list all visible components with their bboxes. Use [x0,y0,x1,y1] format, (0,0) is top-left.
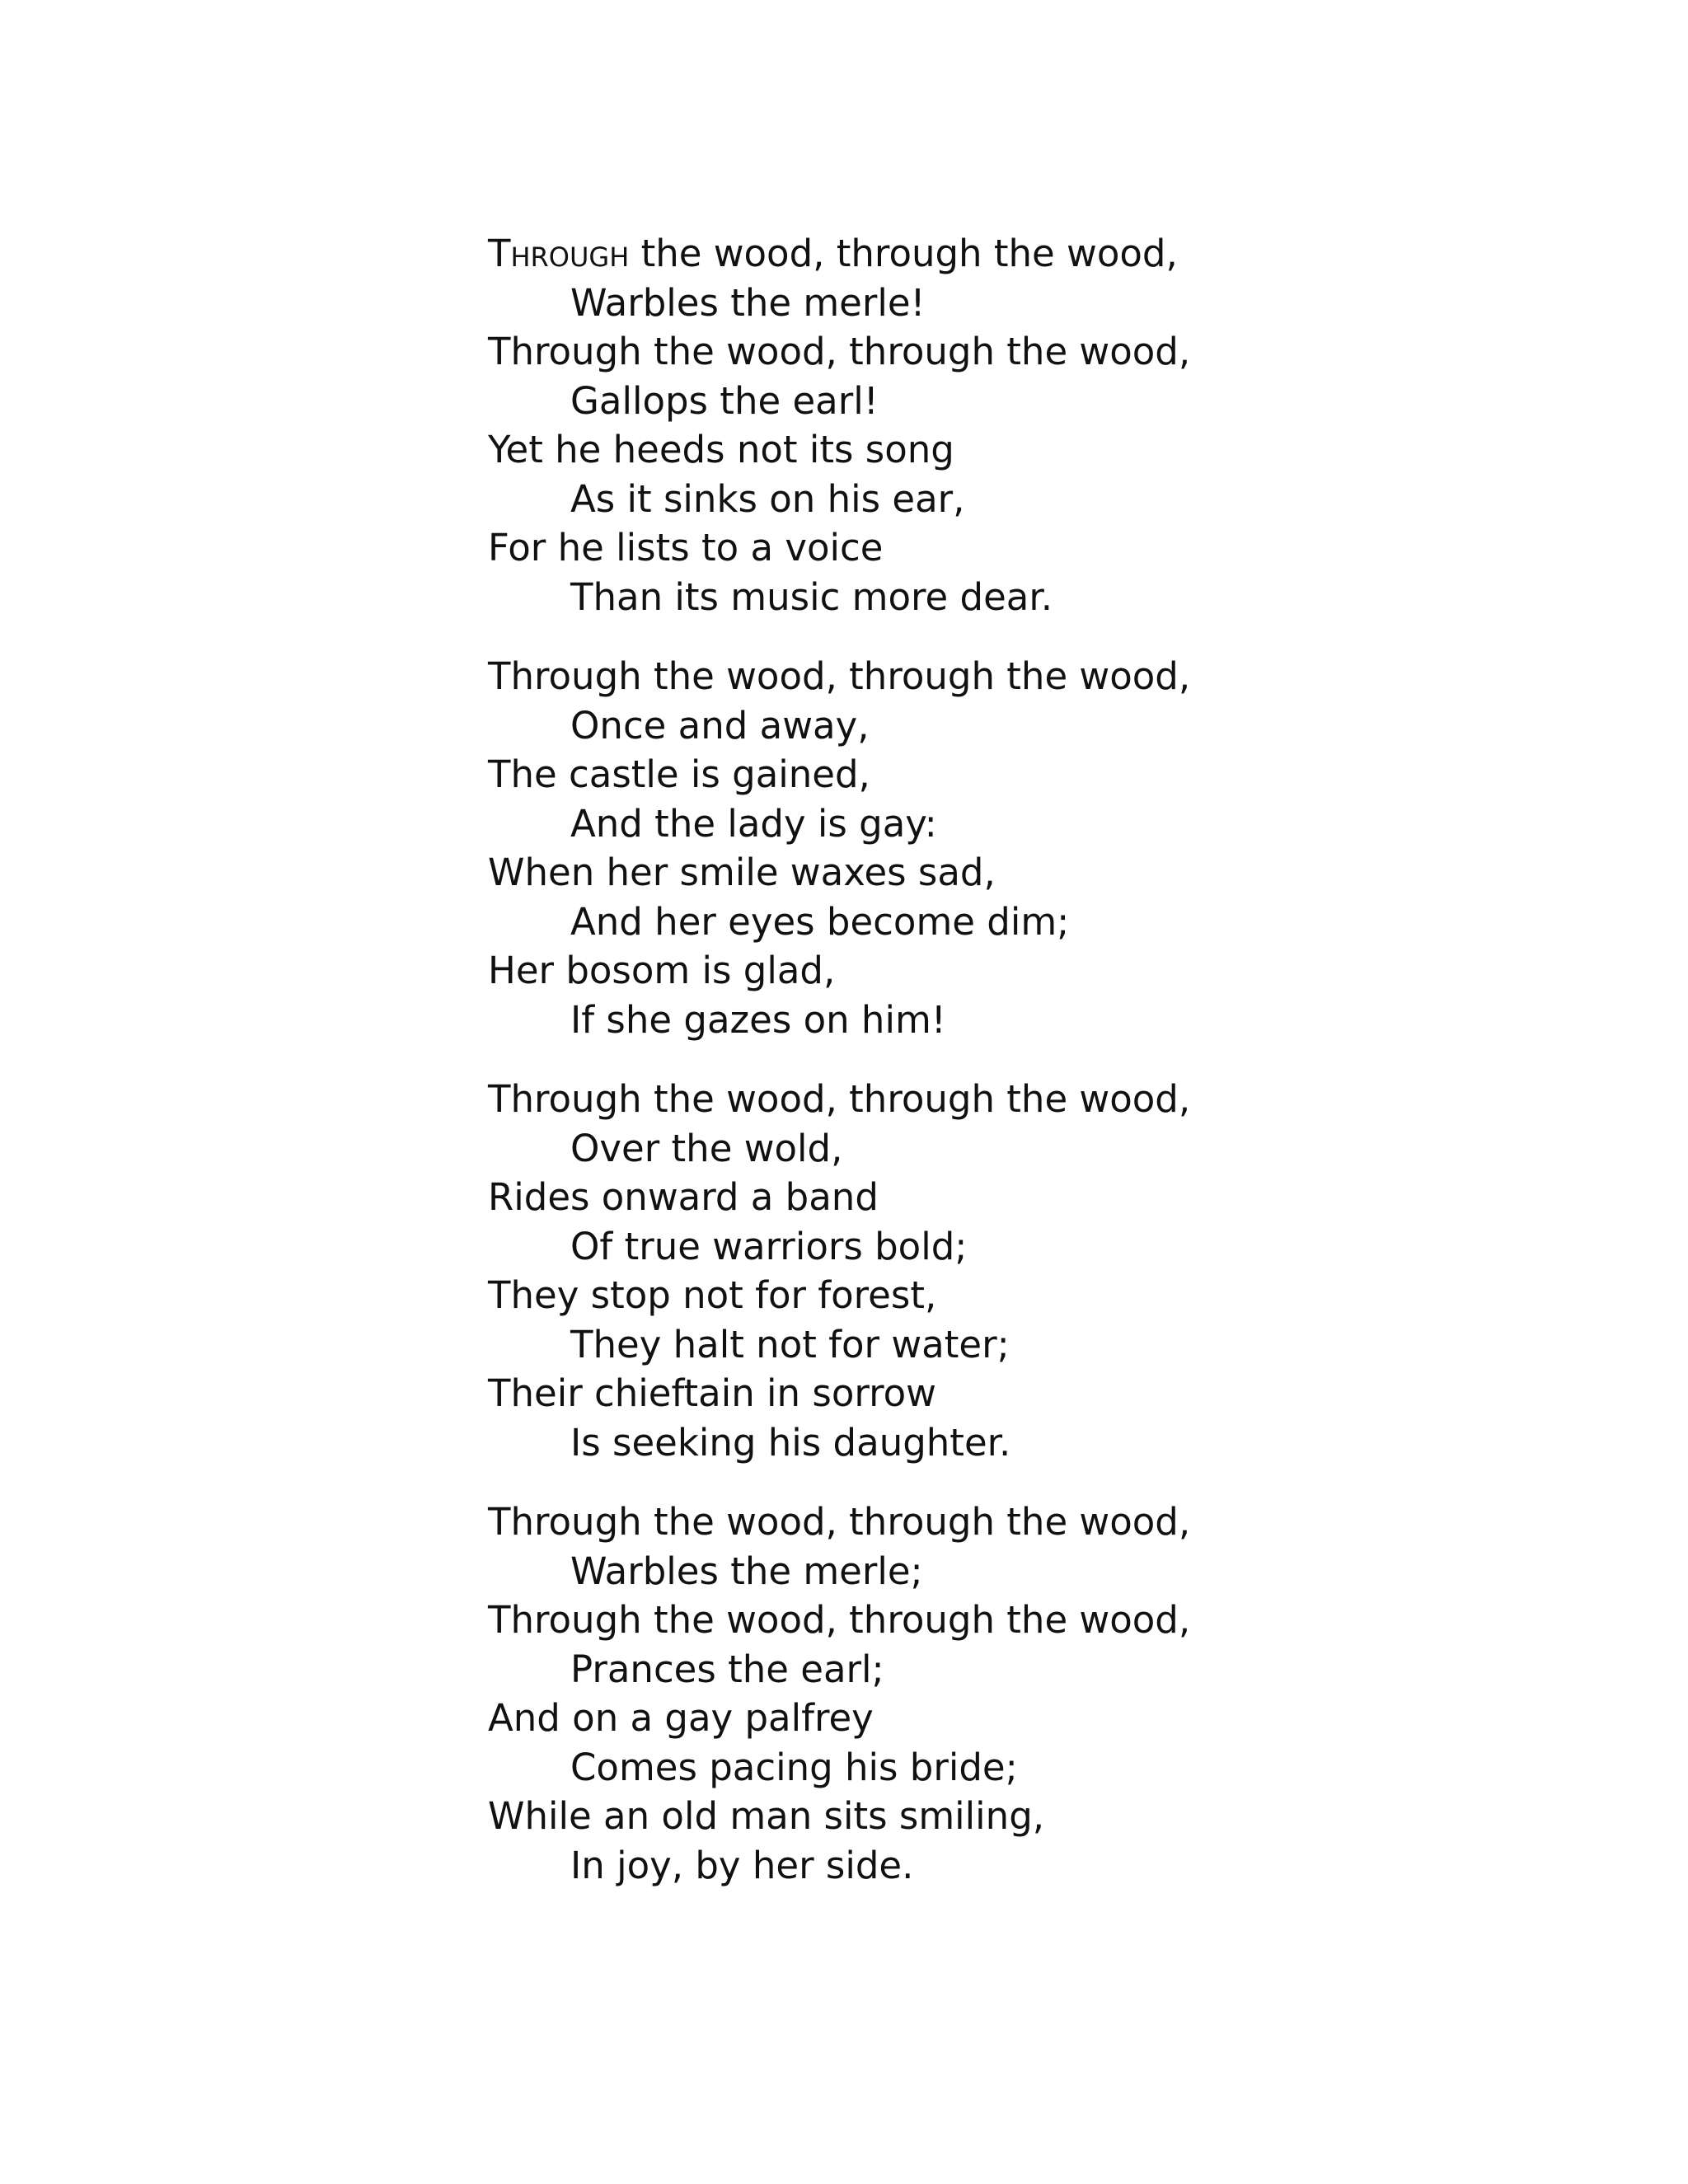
poem-line: Of true warriors bold; [570,1224,968,1268]
poem-line: Her bosom is glad, [488,949,836,992]
poem [488,229,1395,1920]
poem-line: Gallops the earl! [570,378,879,423]
poem-line: Warbles the merle; [570,1549,923,1593]
poem-line: Rides onward a band [488,1175,879,1219]
poem-line: They stop not for forest, [488,1273,937,1317]
poem-line: And the lady is gay: [570,801,937,846]
poem-line: Their chieftain in sorrow [488,1371,936,1415]
poem-line: For he lists to a voice [488,526,884,569]
poem-line: As it sinks on his ear, [570,476,965,521]
poem-line: Through the wood, through the wood, [488,1598,1191,1642]
poem-line: In joy, by her side. [570,1843,914,1887]
poem-line: While an old man sits smiling, [488,1794,1045,1838]
poem-line: Than its music more dear. [570,574,1053,619]
poem-line: Over the wold, [570,1126,843,1170]
stanza-1 [488,229,1395,621]
poem-line: The castle is gained, [488,752,870,796]
poem-line: Through the wood, through the wood, [488,330,1191,373]
poem-line: And her eyes become dim; [570,899,1070,944]
poem-line: And on a gay palfrey [488,1696,874,1740]
poem-line: Is seeking his daughter. [570,1420,1011,1465]
poem-line: Through the wood, through the wood, [488,654,1191,698]
opening-word: Through [488,232,630,275]
poem-line: Yet he heeds not its song [488,428,954,471]
poem-line: Comes pacing his bride; [570,1745,1018,1789]
poem-line [488,229,1395,279]
poem-line: Once and away, [570,703,870,748]
poem-line: Through the wood, through the wood, [488,1500,1191,1544]
poem-line: Warbles the merle! [570,280,926,325]
stanza-3 [488,1075,1395,1467]
poem-line: If she gazes on him! [570,997,946,1042]
poem-line: Through the wood, through the wood, [488,1077,1191,1121]
poem-line: When her smile waxes sad, [488,851,996,894]
stanza-4 [488,1497,1395,1890]
opening-line-rest: the wood, through the wood, [629,232,1178,275]
poem-line: Prances the earl; [570,1647,884,1691]
stanza-2 [488,652,1395,1044]
poem-line: They halt not for water; [570,1322,1010,1366]
